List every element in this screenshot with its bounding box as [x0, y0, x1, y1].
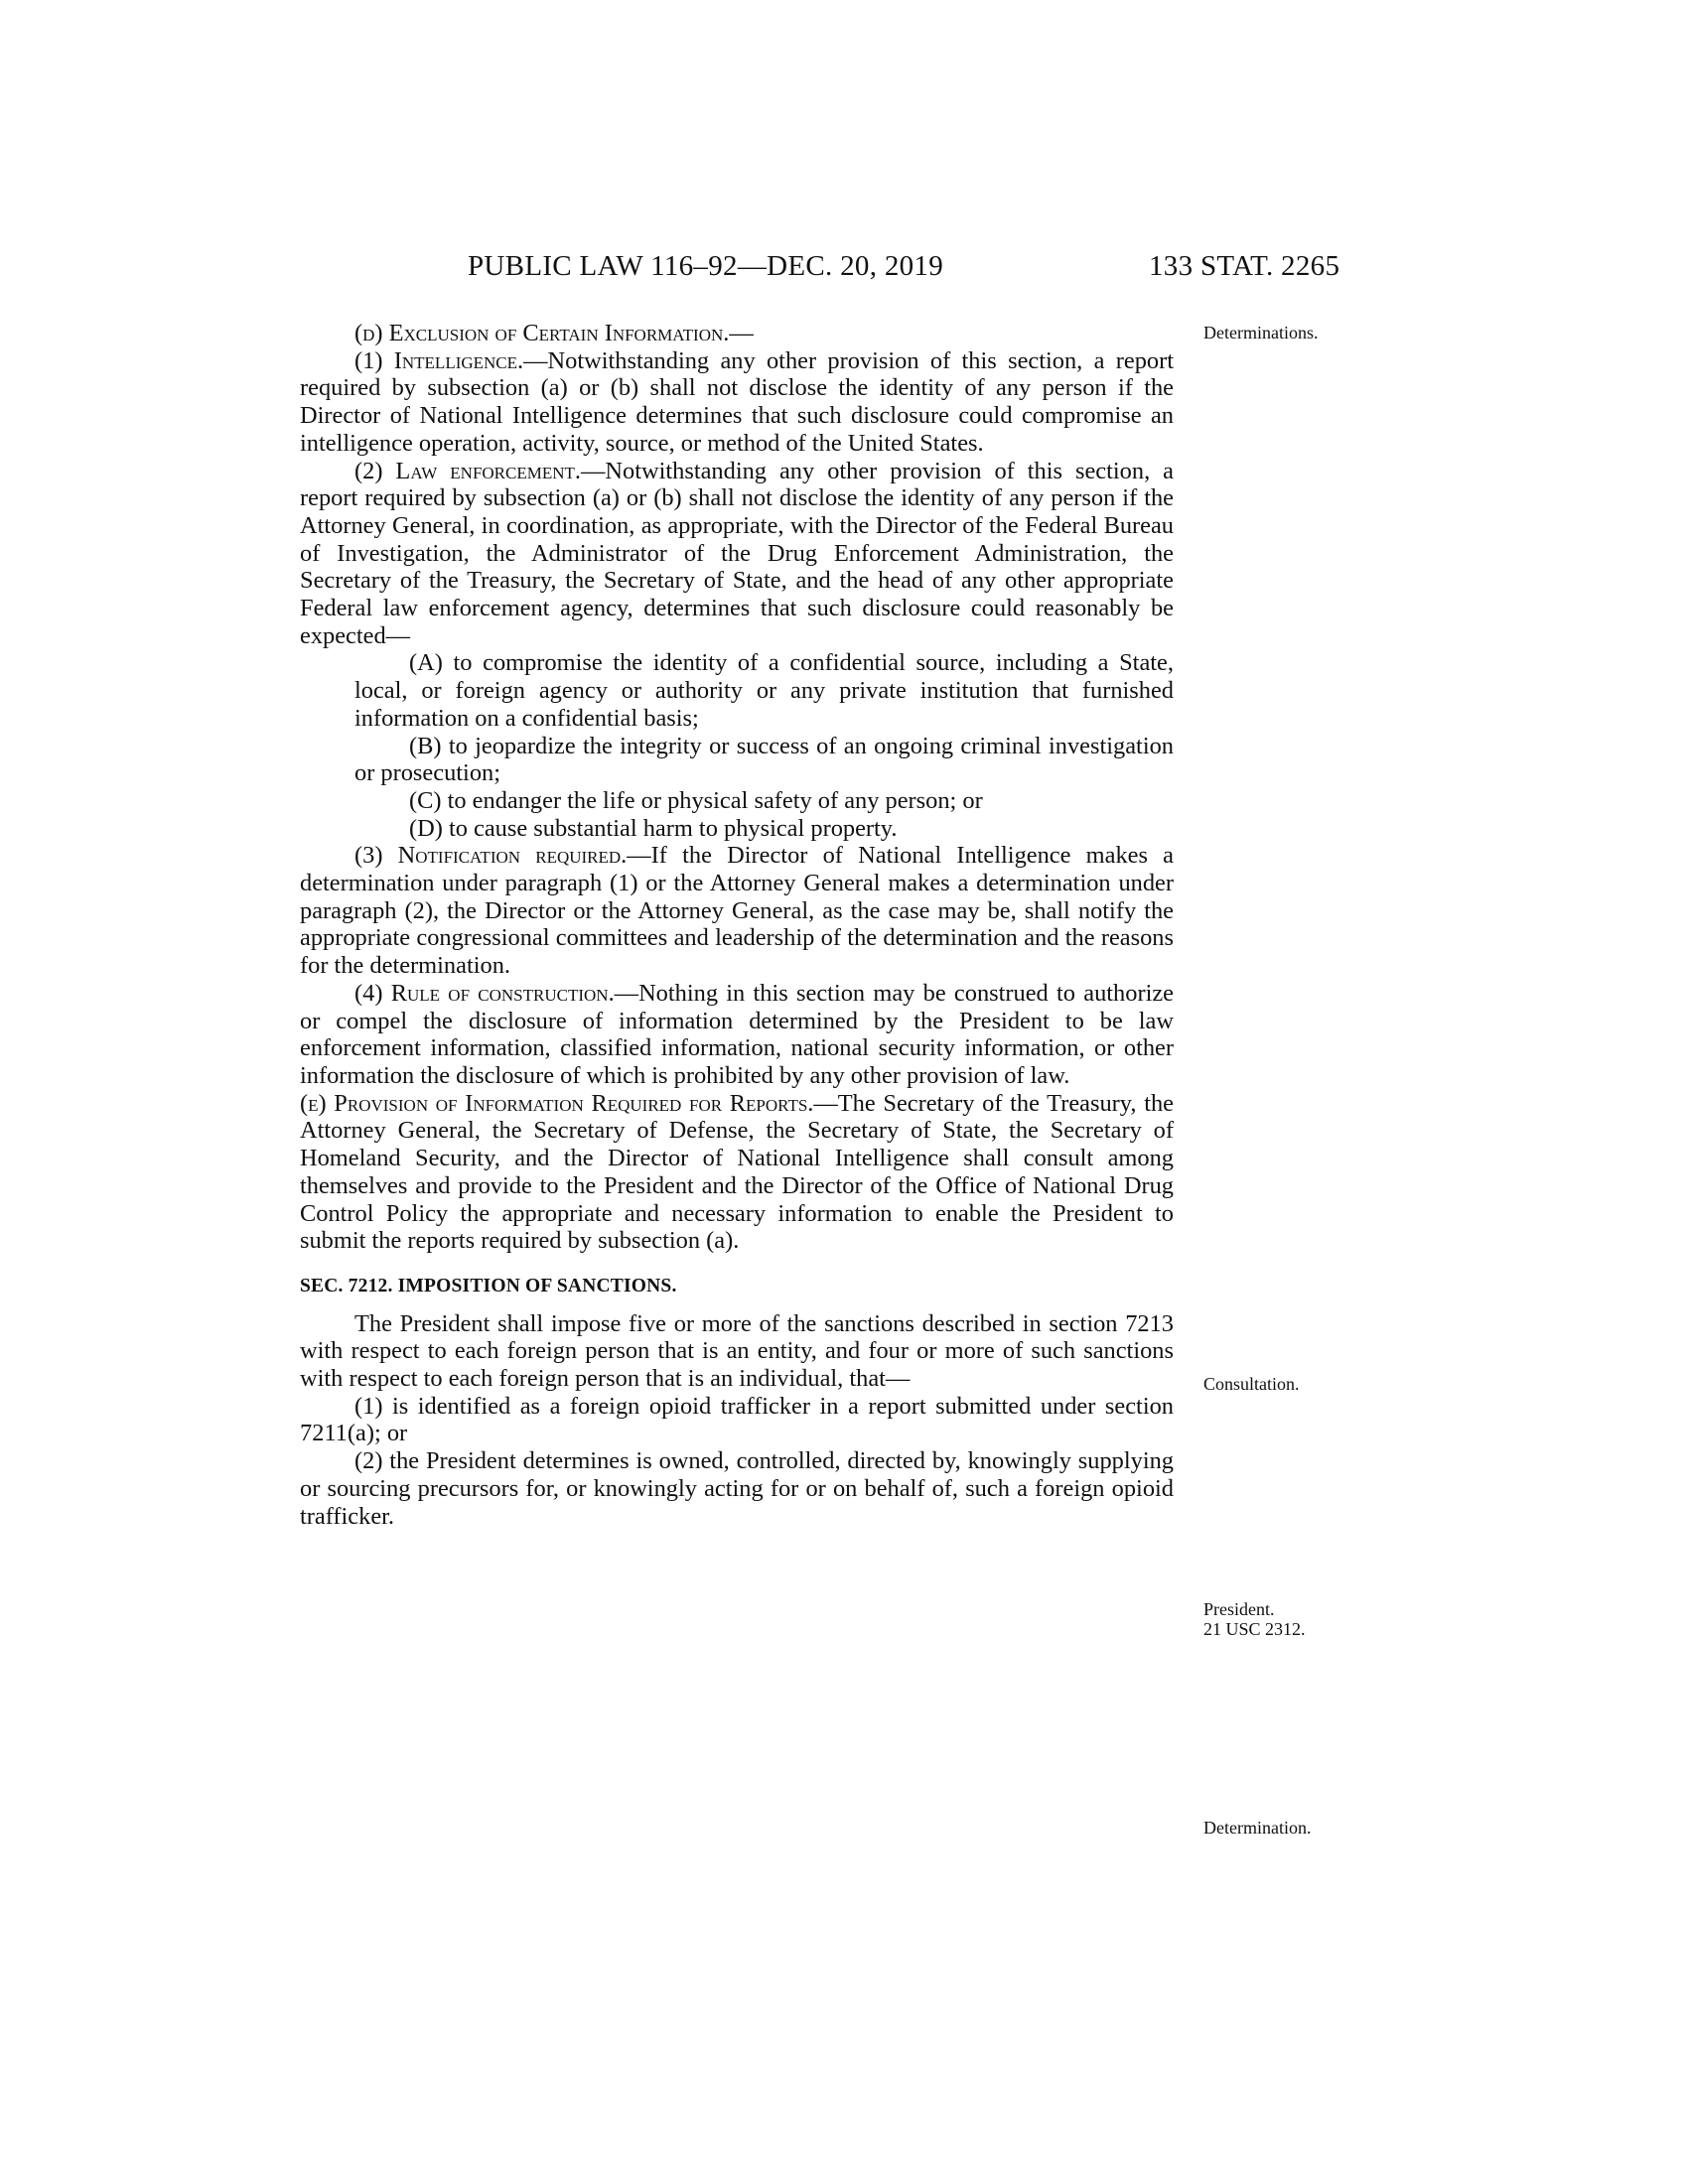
statute-body [300, 320, 1174, 1530]
subparagraph-d2-C: (C) to endanger the life or physical safety of any person; or [409, 786, 983, 814]
paragraph-d3: (3) Notification required.—If the Director of National Intelligence makes a determination under paragraph (1) or the Attorney General makes a determination under paragraph (2), the Director or the Attorney General, as the case may be, shall notify the appropriate congressional committees and leadership of the determination and the reasons for the determination. [300, 842, 1174, 980]
running-head: PUBLIC LAW 116–92—DEC. 20, 2019 [468, 250, 944, 282]
margin-note-usc-cite: 21 USC 2312. [1203, 1619, 1306, 1639]
subsection-e: (e) Provision of Information Required for Reports.—The Secretary of the Treasury, the Attorney General, the Secretary of Defense, the Secretary of State, the Secretary of Homeland Security, and the Director of National Intelligence shall consult among themselves and provide to the President and the Director of the Office of National Drug Control Policy the appropriate and necessary information to enable the President to submit the reports required by subsection (a). [300, 1089, 1174, 1255]
paragraph-d2: (2) Law enforcement.—Notwithstanding any other provision of this section, a report required by subsection (a) or (b) shall not disclose the identity of any person if the Attorney General, in coordination, as appropriate, with the Director of the Federal Bureau of Investigation, the Administrator of the Drug Enforcement Administration, the Secretary of the Treasury, the Secretary of State, and the head of any other appropriate Federal law enforcement agency, determines that such disclosure could reasonably be expected— [300, 457, 1174, 649]
subparagraph-d2-D: (D) to cause substantial harm to physical property. [409, 814, 898, 842]
margin-note-determination: Determination. [1203, 1818, 1312, 1838]
paragraph-d1: (1) Intelligence.—Notwithstanding any other provision of this section, a report required by subsection (a) or (b) shall not disclose the identity of any person if the Director of National Intelligence determines that such disclosure could compromise an intelligence operation, activity, source, or method of the United States. [300, 346, 1174, 457]
margin-note-consultation: Consultation. [1203, 1374, 1300, 1394]
section-7212-paragraph-1: (1) is identified as a foreign opioid trafficker in a report submitted under section 7211(a); or [300, 1392, 1174, 1447]
subparagraph-d2-B: (B) to jeopardize the integrity or success of an ongoing criminal investigation or prosecution; [354, 732, 1174, 787]
page-header [0, 250, 1688, 290]
subparagraph-d2-A: (A) to compromise the identity of a confidential source, including a State, local, or foreign agency or authority or any private institution that furnished information on a confidential basis; [354, 649, 1174, 732]
section-7212-heading: SEC. 7212. IMPOSITION OF SANCTIONS. [300, 1275, 677, 1297]
section-7212-intro: The President shall impose five or more of the sanctions described in section 7213 with respect to each foreign person that is an entity, and four or more of such sanctions with respect to each foreign person that is an individual, that— [300, 1309, 1174, 1393]
subsection-d-heading: (d) Exclusion of Certain Information.— [354, 320, 754, 346]
section-7212-paragraph-2: (2) the President determines is owned, controlled, directed by, knowingly supplying or sourcing precursors for, or knowingly acting for or on behalf of, such a foreign opioid trafficker. [300, 1447, 1174, 1530]
margin-note-president: President. [1203, 1599, 1275, 1619]
margin-note-determinations: Determinations. [1203, 323, 1319, 342]
stat-page-number: 133 STAT. 2265 [1149, 250, 1340, 282]
paragraph-d4: (4) Rule of construction.—Nothing in this section may be construed to authorize or compel the disclosure of information determined by the President to be law enforcement information, classified information, national security information, or other information the disclosure of which is prohibited by any other provision of law. [300, 979, 1174, 1089]
